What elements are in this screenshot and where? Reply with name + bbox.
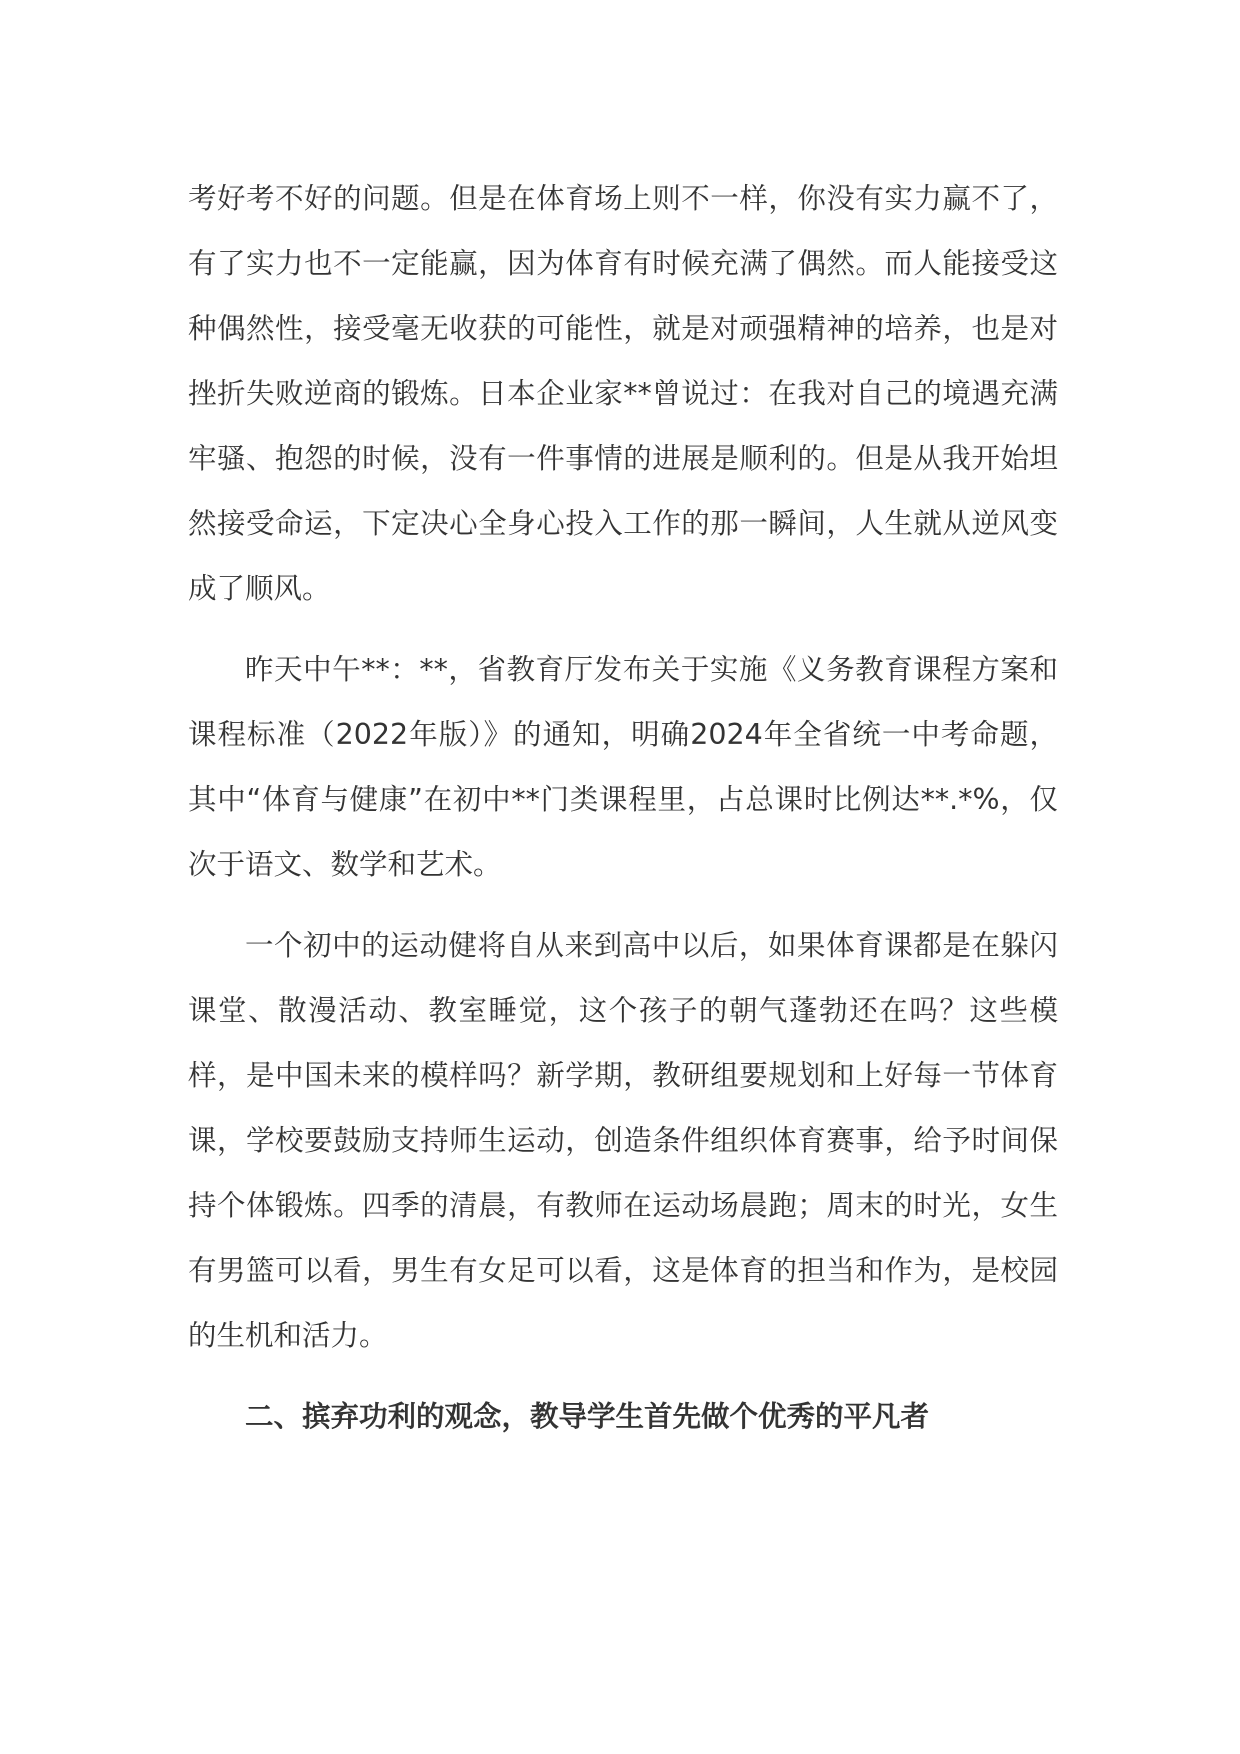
paragraph-pe-class: 一个初中的运动健将自从来到高中以后，如果体育课都是在躲闪课堂、散漫活动、教室睡觉，这个孩子的朝气蓬勃还在吗？这些模样，是中国未来的模样吗？新学期，教研组要规划和上好每一节体育课，学校要鼓励支持师生运动，创造条件组织体育赛事，给予时间保持个体锻炼。四季的清晨，有教师在运动场晨跑；周末的时光，女生有男篮可以看，男生有女足可以看，这是体育的担当和作为，是校园的生机和活力。: [188, 929, 1058, 1352]
paragraph-curriculum-notice: 昨天中午**：**，省教育厅发布关于实施《义务教育课程方案和课程标准（2022年版）》的通知，明确2024年全省统一中考命题，其中“体育与健康”在初中**门类课程里，占总课时比例达**.*%，仅次于语文、数学和艺术。: [188, 653, 1058, 881]
paragraph-continuation: 考好考不好的问题。但是在体育场上则不一样，你没有实力赢不了，有了实力也不一定能赢，因为体育有时候充满了偶然。而人能接受这种偶然性，接受毫无收获的可能性，就是对顽强精神的培养，也是对挫折失败逆商的锻炼。日本企业家**曾说过：在我对自己的境遇充满牢骚、抱怨的时候，没有一件事情的进展是顺利的。但是从我开始坦然接受命运，下定决心全身心投入工作的那一瞬间，人生就从逆风变成了顺风。: [188, 182, 1058, 605]
document-body: [188, 166, 1058, 1449]
section-heading: 二、摈弃功利的观念，教导学生首先做个优秀的平凡者: [245, 1400, 930, 1433]
